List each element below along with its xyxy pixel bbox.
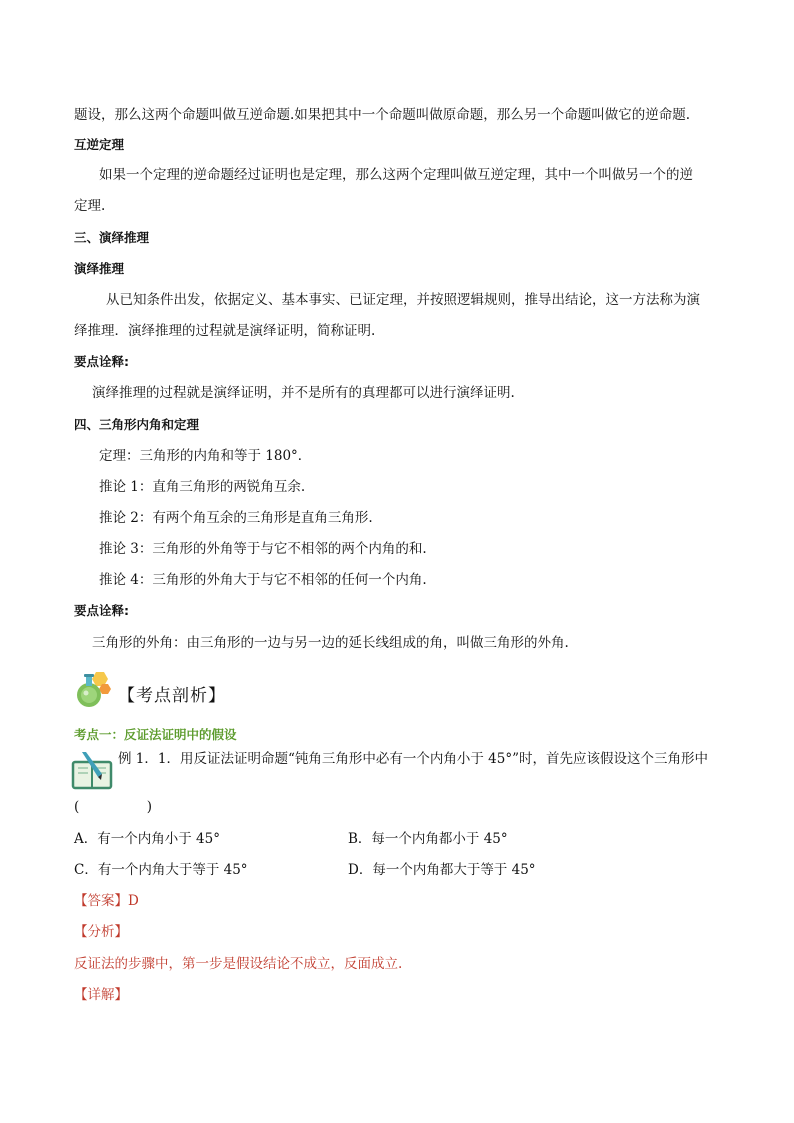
paragraph-key-points-1: 演绎推理的过程就是演绎证明，并不是所有的真理都可以进行演绎证明. [92, 385, 515, 401]
paragraph-mutual-propositions: 题设，那么这两个命题叫做互逆命题.如果把其中一个命题叫做原命题，那么另一个命题叫做它的逆命题. [74, 107, 691, 123]
corollary-2: 推论 2：有两个角互余的三角形是直角三角形. [99, 510, 373, 526]
flask-icon [74, 668, 116, 710]
heading-key-points-2: 要点诠释: [74, 603, 129, 618]
answer-row [74, 892, 139, 910]
option-d: D．每一个内角都大于等于 45° [348, 862, 536, 878]
option-c: C．有一个内角大于等于 45° [74, 862, 248, 878]
heading-deduction: 演绎推理 [74, 261, 125, 276]
corollary-1: 推论 1：直角三角形的两锐角互余. [99, 479, 306, 495]
option-b: B．每一个内角都小于 45° [348, 831, 508, 847]
example-stem: 例 1．1．用反证法证明命题“钝角三角形中必有一个内角小于 45°”时，首先应该假设这个三角形中 [118, 751, 708, 767]
paragraph-mutual-theorem-1: 如果一个定理的逆命题经过证明也是定理，那么这两个定理叫做互逆定理，其中一个叫做另一个的逆 [99, 167, 693, 183]
heading-key-points-1: 要点诠释: [74, 354, 129, 369]
heading-triangle-section: 四、三角形内角和定理 [74, 417, 200, 432]
book-pencil-icon [70, 750, 116, 790]
analysis-label: 【分析】 [74, 924, 128, 940]
detail-label: 【详解】 [74, 987, 128, 1003]
heading-deduction-section: 三、演绎推理 [74, 230, 150, 245]
answer-value: D [128, 893, 139, 909]
corollary-4: 推论 4：三角形的外角大于与它不相邻的任何一个内角. [99, 572, 427, 588]
topic-heading: 考点一：反证法证明中的假设 [74, 727, 237, 742]
paragraph-mutual-theorem-2: 定理. [74, 198, 106, 214]
answer-blank: ( ) [74, 799, 153, 815]
answer-label: 【答案】 [74, 893, 128, 909]
paragraph-deduction-1: 从已知条件出发，依据定义、基本事实、已证定理，并按照逻辑规则，推导出结论，这一方法称为演 [106, 292, 700, 308]
theorem-angle-sum: 定理：三角形的内角和等于 180°． [99, 448, 312, 464]
analysis-text: 反证法的步骤中，第一步是假设结论不成立，反面成立. [74, 956, 403, 972]
section-title: 【考点剖析】 [118, 686, 226, 706]
paragraph-key-points-2: 三角形的外角：由三角形的一边与另一边的延长线组成的角，叫做三角形的外角. [92, 635, 569, 651]
option-a: A．有一个内角小于 45° [74, 831, 220, 847]
paragraph-deduction-2: 绎推理．演绎推理的过程就是演绎证明，简称证明. [74, 323, 376, 339]
heading-mutual-theorem: 互逆定理 [74, 137, 125, 152]
corollary-3: 推论 3：三角形的外角等于与它不相邻的两个内角的和. [99, 541, 427, 557]
